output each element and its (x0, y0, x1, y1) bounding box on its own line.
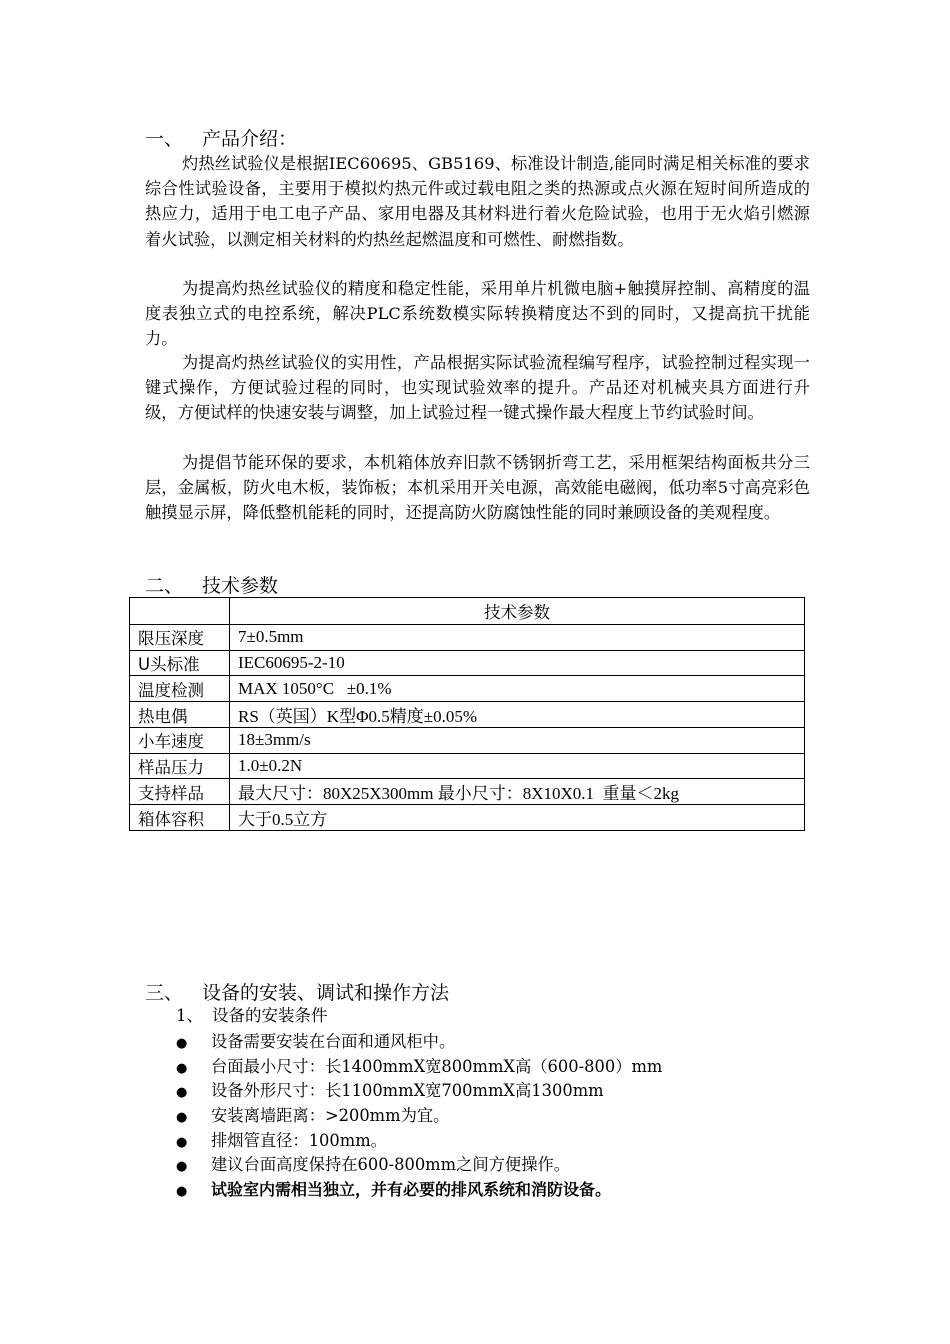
list-item-text: 安装离墙距离：>200mm为宜。 (211, 1106, 450, 1126)
param-value: 最大尺寸：80X25X300mm 最小尺寸：8X10X0.1 重量＜2kg (230, 779, 805, 805)
paragraph: 为提倡节能环保的要求，本机箱体放弃旧款不锈钢折弯工艺，采用框架结构面板共分三层，金属板，防火电木板，装饰板；本机采用开关电源，高效能电磁阀，低功率5寸高亮彩色触摸显示屏，降低整机能耗的同时，还提高防火防腐蚀性能的同时兼顾设备的美观程度。 (145, 453, 810, 523)
bullet-icon: ● (176, 1036, 188, 1051)
section-number: 二、 (145, 575, 184, 597)
param-name: 限压深度 (130, 625, 230, 651)
section-title: 设备的安装、调试和操作方法 (202, 982, 450, 1004)
table-row (130, 779, 805, 805)
section-title: 技术参数 (202, 575, 279, 597)
list-item (176, 1129, 662, 1154)
param-value: 1.0±0.2N (230, 753, 805, 779)
bullet-icon: ● (176, 1085, 188, 1101)
list-item-text: 台面最小尺寸：长1400mmX宽800mmX高（600-800）mm (211, 1056, 663, 1076)
table-header-row (130, 598, 805, 625)
paragraph: 为提高灼热丝试验仪的实用性，产品根据实际试验流程编写程序，试验控制过程实现一键式操作，方便试验过程的同时，也实现试验效率的提升。产品还对机械夹具方面进行升级，方便试样的快速安装与调整，加上试验过程一键式操作最大程度上节约试验时间。 (145, 353, 810, 423)
list-item-text: 建议台面高度保持在600-800mm之间方便操作。 (211, 1155, 571, 1175)
bullet-icon: ● (176, 1110, 188, 1126)
param-name: 箱体容积 (130, 805, 230, 831)
param-value: IEC60695-2-10 (230, 650, 805, 676)
table-row (130, 676, 805, 702)
bullet-icon: ● (176, 1134, 188, 1150)
section-number: 一、 (145, 128, 184, 150)
table-row (130, 753, 805, 779)
bullet-icon: ● (176, 1060, 188, 1076)
list-item (176, 1079, 662, 1104)
section-title: 产品介绍： (202, 128, 298, 150)
param-name: U头标准 (130, 650, 230, 676)
bullet-icon: ● (176, 1159, 188, 1175)
subsection-title: 设备的安装条件 (212, 1006, 328, 1025)
param-name: 温度检测 (130, 676, 230, 702)
param-value: RS（英国）K型Φ0.5精度±0.05% (230, 702, 805, 728)
list-item-text: 试验室内需相当独立，并有必要的排风系统和消防设备。 (211, 1180, 612, 1200)
param-value: 7±0.5mm (230, 625, 805, 651)
section-heading-tech-params (145, 574, 278, 598)
list-item (176, 1153, 662, 1178)
param-name: 热电偶 (130, 702, 230, 728)
list-item-text: 设备需要安装在台面和通风柜中。 (211, 1032, 456, 1051)
section-heading-product-intro (145, 127, 297, 151)
table-row (130, 650, 805, 676)
section-heading-installation (145, 981, 449, 1005)
install-conditions-list (176, 1030, 662, 1203)
list-item (176, 1178, 662, 1203)
paragraph: 灼热丝试验仪是根据IEC60695、GB5169、标准设计制造,能同时满足相关标准的要求综合性试验设备，主要用于模拟灼热元件或过载电阻之类的热源或点火源在短时间所造成的热应力，适用于电工电子产品、家用电器及其材料进行着火危险试验，也用于无火焰引燃源着火试验，以测定相关材料的灼热丝起燃温度和可燃性、耐燃指数。 (145, 154, 810, 249)
subsection-number: 1、 (176, 1006, 203, 1025)
section-number: 三、 (145, 982, 184, 1004)
list-item (176, 1030, 662, 1055)
param-value: MAX 1050°C ±0.1% (230, 676, 805, 702)
list-item-text: 设备外形尺寸：长1100mmX宽700mmX高1300mm (211, 1081, 604, 1101)
table-row (130, 728, 805, 754)
param-value: 大于0.5立方 (230, 805, 805, 831)
list-item (176, 1055, 662, 1080)
paragraph: 为提高灼热丝试验仪的精度和稳定性能，采用单片机微电脑+触摸屏控制、高精度的温度表独立式的电控系统，解决PLC系统数模实际转换精度达不到的同时，又提高抗干扰能力。 (145, 279, 810, 349)
table-row (130, 625, 805, 651)
subsection-heading (176, 1005, 328, 1027)
param-value: 18±3mm/s (230, 728, 805, 754)
list-item (176, 1104, 662, 1129)
table-header: 技术参数 (230, 598, 805, 625)
table-corner-cell (130, 598, 230, 625)
spec-table (129, 597, 805, 831)
param-name: 小车速度 (130, 728, 230, 754)
list-item-text: 排烟管直径：100mm。 (211, 1130, 387, 1150)
bullet-icon: ● (176, 1184, 188, 1200)
table-row (130, 702, 805, 728)
param-name: 样品压力 (130, 753, 230, 779)
table-row (130, 805, 805, 831)
param-name: 支持样品 (130, 779, 230, 805)
